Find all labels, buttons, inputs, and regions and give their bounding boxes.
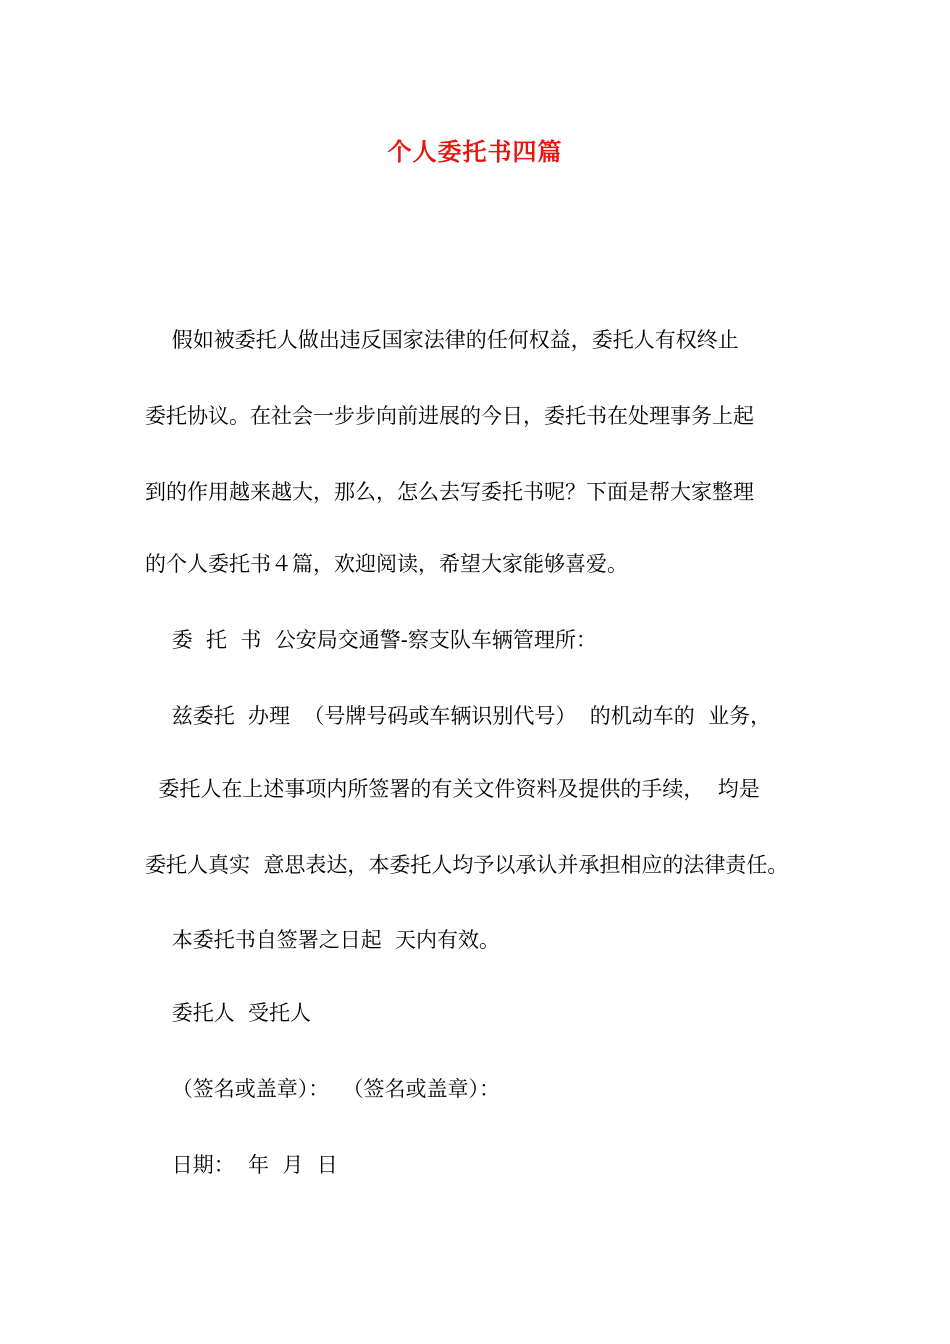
paragraph-line: 兹委托 办理 （号牌号码或车辆识别代号） 的机动车的 业务， [145, 704, 772, 728]
paragraph-line: 委托人在上述事项内所签署的有关文件资料及提供的手续， 均是 [145, 777, 760, 801]
validity-line: 本委托书自签署之日起 天内有效。 [145, 928, 501, 952]
document-title: 个人委托书四篇 [387, 137, 563, 166]
signature-line: （签名或盖章）： （签名或盖章）： [145, 1077, 501, 1101]
paragraph-line: 到的作用越来越大，那么，怎么去写委托书呢？下面是帮大家整理 [145, 480, 754, 504]
paragraph-line: 假如被委托人做出违反国家法律的任何权益，委托人有权终止 [145, 328, 739, 352]
parties-line: 委托人 受托人 [145, 1001, 312, 1025]
paragraph-line: 委托人真实 意思表达，本委托人均予以承认并承担相应的法律责任。 [145, 853, 789, 877]
addressee-line: 委 托 书 公安局交通警-察支队车辆管理所： [145, 628, 597, 652]
date-line: 日期： 年 月 日 [145, 1153, 338, 1177]
paragraph-line: 的个人委托书４篇，欢迎阅读，希望大家能够喜爱。 [145, 552, 628, 576]
paragraph-line: 委托协议。在社会一步步向前进展的今日，委托书在处理事务上起 [145, 404, 754, 428]
